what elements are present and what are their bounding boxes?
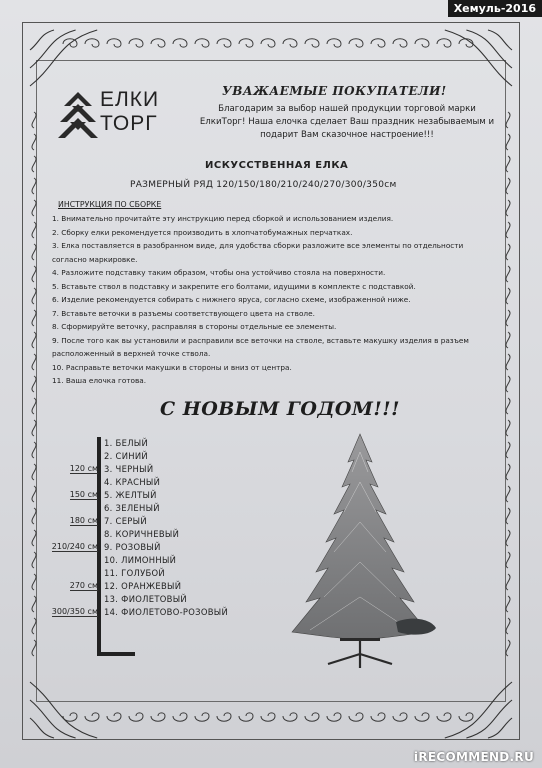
- logo-line-2: ТОРГ: [100, 112, 158, 135]
- instruction-item: 9. После того как вы установили и расправили все веточки на стволе, вставьте макушку изделия в разъем: [52, 335, 469, 345]
- instructions-title: ИНСТРУКЦИЯ ПО СБОРКЕ: [58, 200, 162, 209]
- size-range: РАЗМЕРНЫЙ РЯД 120/150/180/210/240/270/300/350см: [130, 180, 397, 190]
- color-item: 1. БЕЛЫЙ: [104, 438, 149, 448]
- instruction-item: 4. Разложите подставку таким образом, чтобы она устойчиво стояла на поверхности.: [52, 268, 386, 277]
- logo-line-1: ЕЛКИ: [100, 88, 160, 111]
- color-item: 2. СИНИЙ: [104, 451, 148, 461]
- instruction-item: согласно маркировке.: [52, 254, 138, 264]
- color-item: 4. КРАСНЫЙ: [104, 477, 161, 487]
- color-item: 11. ГОЛУБОЙ: [104, 568, 165, 578]
- instruction-item: 5. Вставьте ствол в подставку и закрепите его болтами, идущими в комплекте с подставкой.: [52, 281, 416, 291]
- color-item: 13. ФИОЛЕТОВЫЙ: [104, 594, 187, 604]
- greeting-title: УВАЖАЕМЫЕ ПОКУПАТЕЛИ!: [222, 84, 447, 98]
- instruction-item: 1. Внимательно прочитайте эту инструкцию перед сборкой и использованием изделия.: [52, 214, 394, 223]
- instruction-item: 8. Сформируйте веточку, расправляя в стороны отдельные ее элементы.: [52, 322, 337, 331]
- color-item: 6. ЗЕЛЕНЫЙ: [104, 503, 160, 513]
- height-mark: 210/240 см: [51, 542, 98, 551]
- color-item: 8. КОРИЧНЕВЫЙ: [104, 529, 180, 539]
- color-item: 14. ФИОЛЕТОВО-РОЗОВЫЙ: [104, 607, 229, 617]
- new-year-heading: С НОВЫМ ГОДОМ!!!: [160, 398, 400, 420]
- christmas-tree-illustration: [280, 432, 440, 672]
- instruction-item: 10. Расправьте веточки макушки в стороны и вниз от центра.: [52, 362, 292, 372]
- color-code-list: [104, 437, 228, 619]
- height-mark: 300/350 см: [51, 607, 98, 616]
- instruction-item: 11. Ваша елочка готова.: [52, 376, 147, 385]
- product-title: ИСКУССТВЕННАЯ ЕЛКА: [205, 160, 349, 171]
- color-item: 9. РОЗОВЫЙ: [104, 542, 161, 552]
- instruction-item: 7. Вставьте веточки в разъемы соответствующего цвета на стволе.: [52, 308, 315, 318]
- watermark-bottom: iRECOMMEND.RU: [413, 750, 534, 764]
- color-item: 7. СЕРЫЙ: [104, 516, 147, 526]
- height-mark: 150 см: [69, 490, 98, 499]
- height-mark: 270 см: [69, 581, 98, 590]
- height-mark: 120 см: [69, 464, 98, 473]
- greeting-body: Благодарим за выбор нашей продукции торговой марки ЕлкиТорг! Наша елочка сделает Ваш праздник незабываемым и подарит Вам сказочное настроение!!!: [199, 104, 495, 140]
- watermark-top: Хемуль-2016: [448, 0, 542, 17]
- height-mark: 180 см: [69, 516, 98, 525]
- instruction-item: 6. Изделие рекомендуется собирать с нижнего яруса, согласно схеме, изображенной ниже.: [52, 295, 411, 304]
- color-item: 5. ЖЕЛТЫЙ: [104, 490, 157, 500]
- instruction-item: 2. Сборку елки рекомендуется производить в хлопчатобумажных перчатках.: [52, 227, 353, 237]
- trunk-scale-foot: [97, 652, 135, 656]
- instruction-item: расположенный в верхней точке ствола.: [52, 349, 211, 358]
- instruction-item: 3. Елка поставляется в разобранном виде, для удобства сборки разложите все элементы по отдельности: [52, 241, 464, 250]
- instructions-list: [52, 212, 502, 388]
- color-item: 10. ЛИМОННЫЙ: [104, 555, 177, 565]
- color-item: 3. ЧЕРНЫЙ: [104, 464, 154, 474]
- logo-wordmark: [100, 88, 159, 136]
- color-item: 12. ОРАНЖЕВЫЙ: [104, 581, 182, 591]
